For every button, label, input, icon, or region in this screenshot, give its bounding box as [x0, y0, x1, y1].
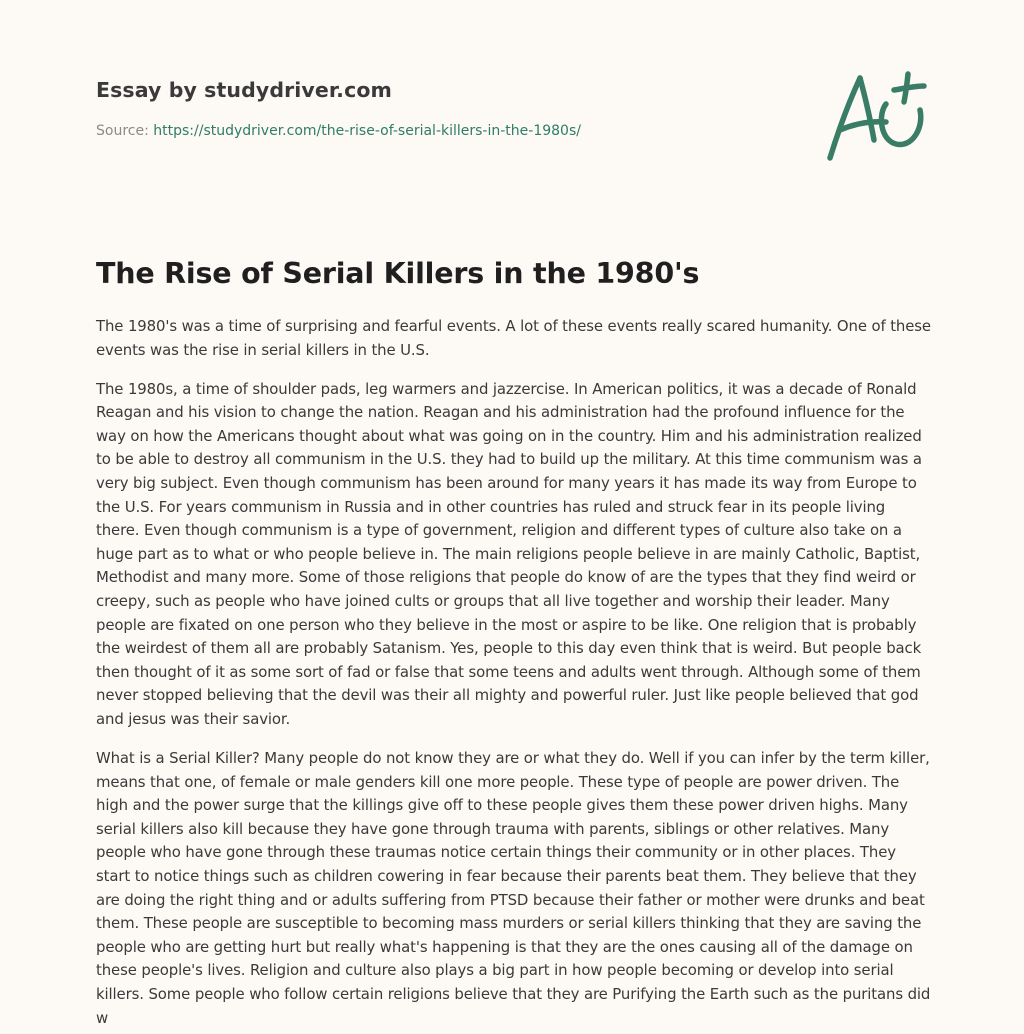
source-line [96, 121, 796, 141]
page-header [96, 76, 796, 141]
essay-paragraph-2: The 1980s, a time of shoulder pads, leg warmers and jazzercise. In American politics, it was a decade of Ronald Reagan and his vision to change the nation. Reagan and his administration had the profound influence for the way on how the Americans thought about what was going on in the country. Him and his administration realized to be able to destroy all communism in the U.S. they had to build up the military. At this time communism was a very big subject. Even though communism has been around for many years it has made its way from Europe to the U.S. For years communism in Russia and in other countries has ruled and struck fear in its people living there. Even though communism is a type of government, religion and different types of culture also take on a huge part as to what or who people believe in. The main religions people believe in are mainly Catholic, Baptist, Methodist and many more. Some of those religions that people do know of are the types that they find weird or creepy, such as people who have joined cults or groups that all live together and worship their leader. Many people are fixated on one person who they believe in the most or aspire to be like. One religion that is probably the weirdest of them all are probably Satanism. Yes, people to this day even think that is weird. But people back then thought of it as some sort of fad or false that some teens and adults went through. Although some of them never stopped believing that the devil was their all mighty and powerful ruler. Just like people believed that god and jesus was their savior. [96, 379, 922, 728]
source-label: Source: [96, 123, 149, 139]
essay-title: The Rise of Serial Killers in the 1980's [96, 257, 700, 290]
a-plus-grade-icon [820, 66, 930, 166]
source-link[interactable]: https://studydriver.com/the-rise-of-serial-killers-in-the-1980s/ [153, 123, 581, 139]
essay-paragraph-1: The 1980's was a time of surprising and fearful events. A lot of these events really scared humanity. One of these events was the rise in serial killers in the U.S. [96, 317, 931, 359]
essay-paragraph-3: What is a Serial Killer? Many people do not know they are or what they do. Well if you can infer by the term killer, means that one, of female or male genders kill one more people. These type of people are power driven. The high and the power surge that the killings give off to these people gives them these power driven highs. Many serial killers also kill because they have gone through trauma with parents, siblings or other relatives. Many people who have gone through these traumas notice certain things their community or in other places. They start to notice things such as children cowering in fear because their parents beat them. They believe that they are doing the right thing and or adults suffering from PTSD because their father or mother were drunks and beat them. These people are susceptible to becoming mass murders or serial killers thinking that they are saving the people who are getting hurt but really what's happening is that they are the ones causing all of the damage on these people's lives. Religion and culture also plays a big part in how people becoming or develop into serial killers. Some people who follow certain religions believe that they are Purifying the Earth such as the puritans did w [96, 749, 931, 1027]
essay-body [96, 315, 932, 1034]
brand-title: Essay by studydriver.com [96, 78, 392, 102]
